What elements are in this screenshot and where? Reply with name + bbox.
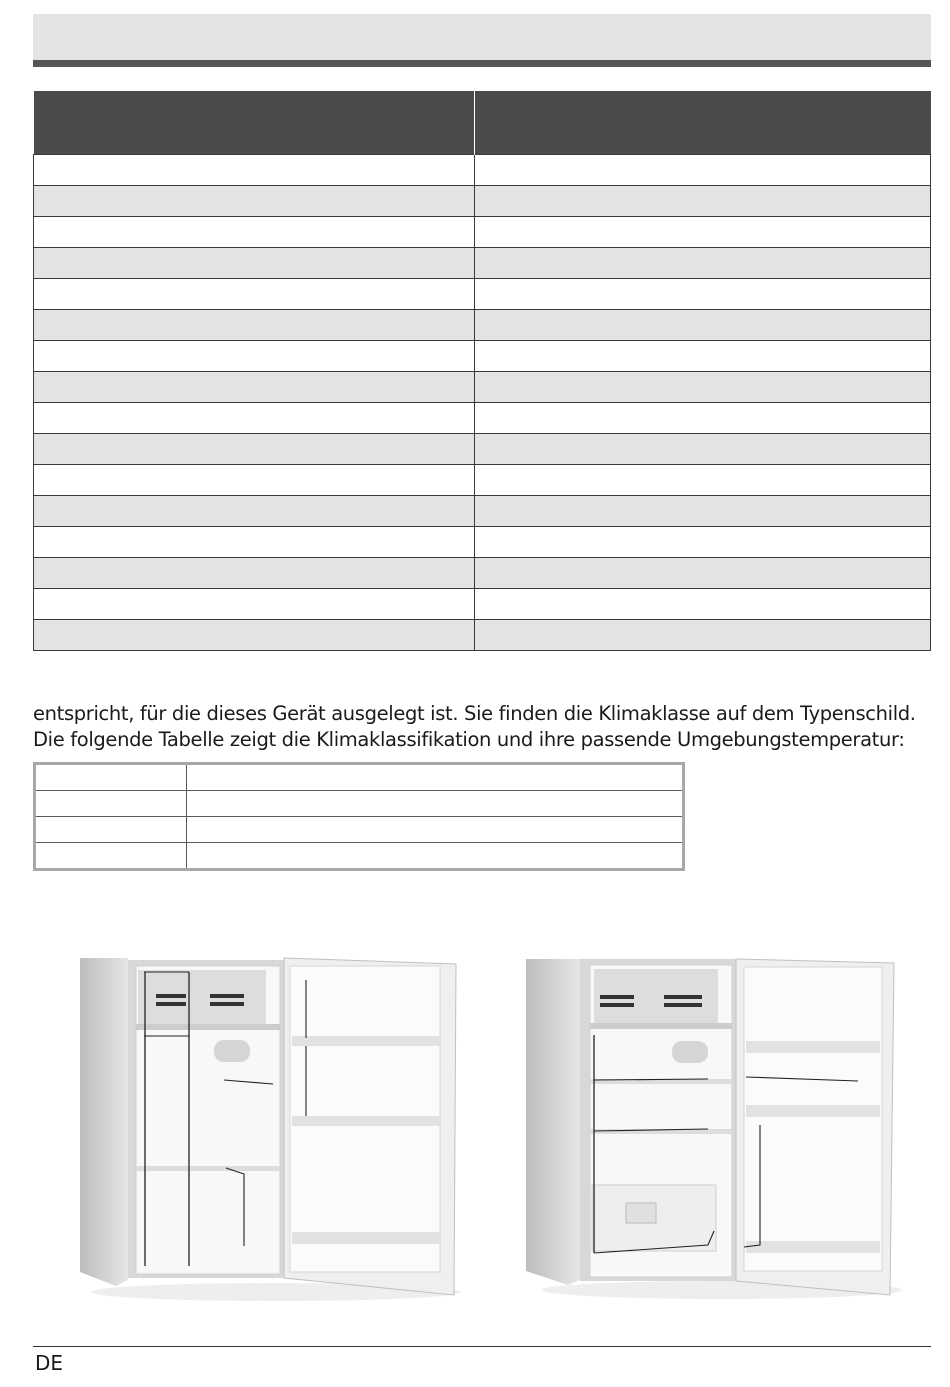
- table-row: [34, 465, 931, 496]
- technical-data-table: [33, 91, 931, 651]
- table-cell: [474, 620, 931, 651]
- table-cell: [474, 589, 931, 620]
- table-cell: [34, 620, 475, 651]
- table-cell: [474, 558, 931, 589]
- table-cell: [474, 372, 931, 403]
- table-header-row: [34, 91, 931, 155]
- table-row: [34, 372, 931, 403]
- table-cell: [34, 527, 475, 558]
- table-row: [34, 155, 931, 186]
- table-cell: [34, 372, 475, 403]
- table-cell: [34, 217, 475, 248]
- table-cell: [474, 155, 931, 186]
- table-row: [35, 764, 684, 791]
- section-title-rule: [33, 60, 931, 67]
- table-row: [34, 558, 931, 589]
- table-row: [34, 620, 931, 651]
- table-row: [34, 248, 931, 279]
- table-cell: [187, 817, 684, 843]
- table-cell: [474, 217, 931, 248]
- table-cell: [34, 155, 475, 186]
- table-cell: [34, 465, 475, 496]
- table-cell: [34, 186, 475, 217]
- table-row: [34, 434, 931, 465]
- table-cell: [187, 791, 684, 817]
- table-cell: [474, 341, 931, 372]
- section-title-band: [33, 14, 931, 60]
- language-label: DE: [35, 1351, 64, 1375]
- table-cell: [474, 186, 931, 217]
- table-cell: [187, 843, 684, 870]
- table-row: [34, 186, 931, 217]
- table-row: [35, 817, 684, 843]
- table-cell: [187, 764, 684, 791]
- table-cell: [474, 434, 931, 465]
- table-row: [34, 217, 931, 248]
- table-cell: [35, 843, 187, 870]
- table-cell: [35, 817, 187, 843]
- table-row: [34, 279, 931, 310]
- table-row: [34, 341, 931, 372]
- fridge-open-diagram-icon: [76, 950, 466, 1305]
- climate-class-table: [33, 762, 685, 871]
- table-cell: [474, 310, 931, 341]
- table-row: [35, 843, 684, 870]
- table-cell: [474, 279, 931, 310]
- table-cell: [34, 434, 475, 465]
- table-cell: [34, 310, 475, 341]
- table-row: [34, 496, 931, 527]
- table-cell: [474, 527, 931, 558]
- intro-line: Die folgende Tabelle zeigt die Klimaklassifikation und ihre passende Umgebungstemperatur:: [33, 728, 905, 751]
- table-row: [34, 403, 931, 434]
- table-cell: [474, 465, 931, 496]
- fridge-open-diagram-icon: [522, 945, 902, 1305]
- table-cell: [34, 496, 475, 527]
- table-cell: [35, 764, 187, 791]
- table-row: [34, 310, 931, 341]
- table-cell: [34, 403, 475, 434]
- table-cell: [474, 496, 931, 527]
- table-cell: [34, 558, 475, 589]
- table-cell: [34, 341, 475, 372]
- intro-line: entspricht, für die dieses Gerät ausgelegt ist. Sie finden die Klimaklasse auf dem Typenschild.: [33, 702, 916, 725]
- table-row: [34, 527, 931, 558]
- table-header-cell: [34, 91, 475, 155]
- table-cell: [474, 248, 931, 279]
- table-row: [34, 589, 931, 620]
- table-cell: [34, 589, 475, 620]
- table-row: [35, 791, 684, 817]
- table-cell: [474, 403, 931, 434]
- table-cell: [35, 791, 187, 817]
- footer-rule: [33, 1346, 931, 1347]
- climate-class-intro: [33, 701, 943, 753]
- table-cell: [34, 248, 475, 279]
- table-header-cell: [474, 91, 931, 155]
- table-cell: [34, 279, 475, 310]
